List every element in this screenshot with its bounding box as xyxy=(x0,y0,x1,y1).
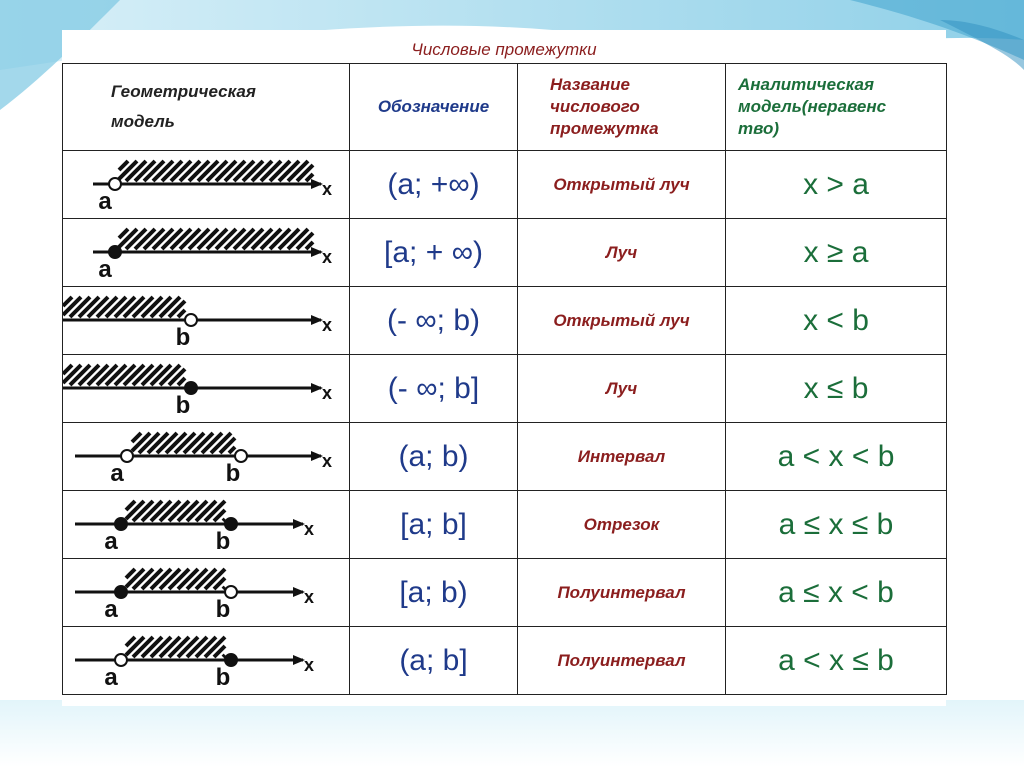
point-label-a: a xyxy=(98,188,112,215)
axis-label-x: x xyxy=(303,519,315,539)
interval-name-cell: Отрезок xyxy=(518,491,726,559)
table-row xyxy=(63,559,947,627)
designation-cell: (- ∞; b] xyxy=(350,355,518,423)
designation-cell: [a; + ∞) xyxy=(350,219,518,287)
header-analytic-line3: тво) xyxy=(738,119,780,138)
point-label-a: a xyxy=(98,256,112,283)
number-line xyxy=(63,355,348,422)
header-designation: Обозначение xyxy=(350,64,518,151)
interval-name-cell: Луч xyxy=(518,355,726,423)
hatch-region xyxy=(63,365,185,385)
interval-name-cell: Открытый луч xyxy=(518,287,726,355)
number-line xyxy=(63,491,348,558)
axis-label-x: x xyxy=(321,451,333,471)
inequality-cell: a ≤ x < b xyxy=(726,559,947,627)
intervals-table xyxy=(62,63,947,695)
page-title: Числовые промежутки xyxy=(411,40,597,59)
inequality-cell: a < x ≤ b xyxy=(726,627,947,695)
point-label-a: a xyxy=(104,596,118,623)
axis-label-x: x xyxy=(303,587,315,607)
hatch-region xyxy=(63,297,185,317)
axis-label-x: x xyxy=(321,247,333,267)
point-label-b: b xyxy=(215,664,231,691)
inequality-cell: a < x < b xyxy=(726,423,947,491)
axis-label-x: x xyxy=(321,179,333,199)
number-line xyxy=(63,423,348,490)
hatch-region xyxy=(126,637,225,657)
table-row xyxy=(63,491,947,559)
hatch-region xyxy=(119,161,313,181)
designation-cell: [a; b] xyxy=(350,491,518,559)
number-line xyxy=(63,151,348,218)
table-row xyxy=(63,287,947,355)
point-label-a: a xyxy=(110,460,124,487)
header-analytic xyxy=(726,64,947,151)
table-sheet xyxy=(62,30,946,706)
header-analytic-line2: модель(неравенс xyxy=(738,97,887,116)
interval-name-cell: Интервал xyxy=(518,423,726,491)
table-row xyxy=(63,423,947,491)
number-line-cell xyxy=(63,355,350,423)
number-line xyxy=(63,559,348,626)
point-label-b: b xyxy=(215,528,231,555)
point-label-b: b xyxy=(225,460,241,487)
axis-label-x: x xyxy=(321,315,333,335)
number-line-cell xyxy=(63,423,350,491)
header-name-line3: промежутка xyxy=(550,119,659,138)
number-line xyxy=(63,627,348,694)
inequality-cell: x ≤ b xyxy=(726,355,947,423)
interval-name-cell: Полуинтервал xyxy=(518,627,726,695)
point-label-b: b xyxy=(175,324,191,351)
header-analytic-line1: Аналитическая xyxy=(738,75,874,94)
number-line xyxy=(63,219,348,286)
header-name-line1: Название xyxy=(550,75,631,94)
hatch-region xyxy=(119,229,313,249)
point-label-a: a xyxy=(104,664,118,691)
hatch-region xyxy=(126,501,225,521)
hatch-region xyxy=(126,569,225,589)
header-row xyxy=(63,64,947,151)
point-label-a: a xyxy=(104,528,118,555)
axis-label-x: x xyxy=(303,655,315,675)
number-line xyxy=(63,287,348,354)
inequality-cell: x > a xyxy=(726,151,947,219)
designation-cell: (a; +∞) xyxy=(350,151,518,219)
header-name xyxy=(518,64,726,151)
interval-name-cell: Открытый луч xyxy=(518,151,726,219)
axis-label-x: x xyxy=(321,383,333,403)
interval-name-cell: Луч xyxy=(518,219,726,287)
point-label-b: b xyxy=(215,596,231,623)
number-line-cell xyxy=(63,219,350,287)
table-row xyxy=(63,627,947,695)
number-line-cell xyxy=(63,491,350,559)
number-line-cell xyxy=(63,287,350,355)
table-row xyxy=(63,151,947,219)
header-name-line2: числового xyxy=(550,97,640,116)
header-geometric-line1: Геометрическая xyxy=(111,82,256,101)
designation-cell: [a; b) xyxy=(350,559,518,627)
designation-cell: (a; b] xyxy=(350,627,518,695)
table-row xyxy=(63,219,947,287)
inequality-cell: x < b xyxy=(726,287,947,355)
interval-name-cell: Полуинтервал xyxy=(518,559,726,627)
inequality-cell: a ≤ x ≤ b xyxy=(726,491,947,559)
designation-cell: (- ∞; b) xyxy=(350,287,518,355)
inequality-cell: x ≥ a xyxy=(726,219,947,287)
number-line-cell xyxy=(63,627,350,695)
hatch-region xyxy=(132,433,235,453)
number-line-cell xyxy=(63,151,350,219)
header-geometric-line2: модель xyxy=(111,112,175,131)
designation-cell: (a; b) xyxy=(350,423,518,491)
header-geometric xyxy=(63,64,350,151)
table-row xyxy=(63,355,947,423)
point-label-b: b xyxy=(175,392,191,419)
number-line-cell xyxy=(63,559,350,627)
